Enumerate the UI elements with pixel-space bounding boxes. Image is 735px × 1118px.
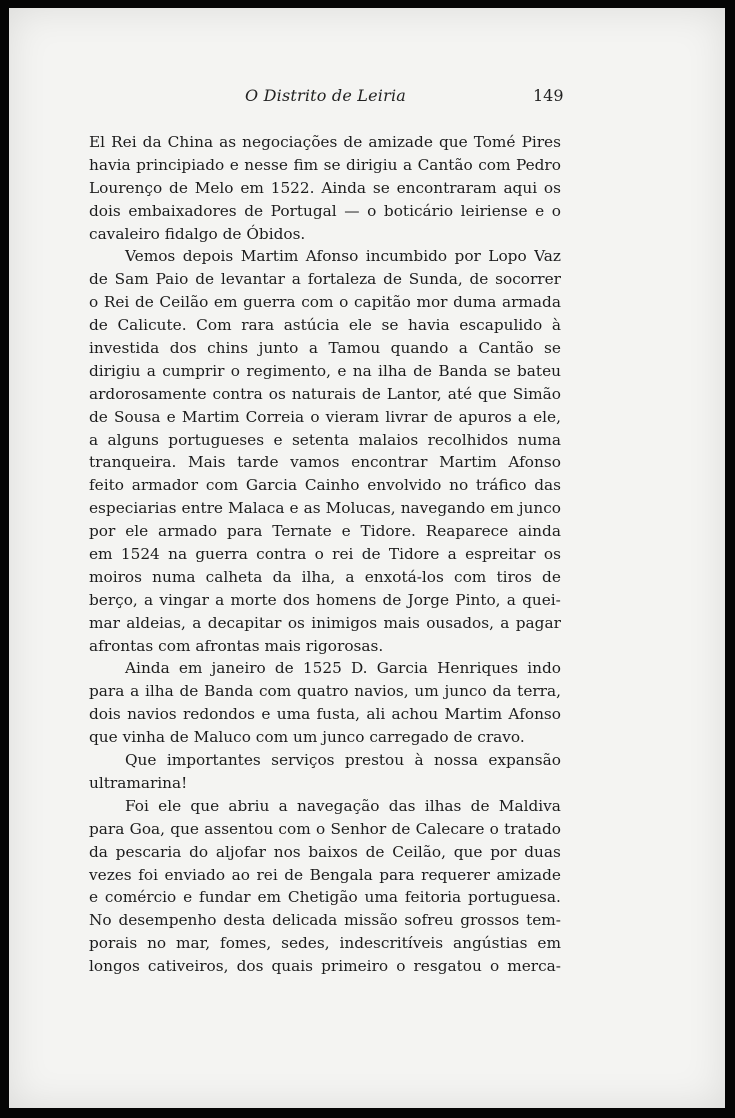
text-line: por ele armado para Ternate e Tidore. Reaparece ainda (89, 522, 561, 541)
text-line: Foi ele que abriu a navegação das ilhas de Maldiva (125, 796, 561, 815)
page-header (9, 86, 725, 110)
text-line: de Sam Paio de levantar a fortaleza de Sunda, de socorrer (89, 270, 561, 289)
text-line: de Sousa e Martim Correia o vieram livrar de apuros a ele, (89, 407, 561, 426)
text-line: da pescaria do aljofar nos baixos de Ceilão, que por duas (89, 842, 561, 861)
text-line: que vinha de Maluco com um junco carregado de cravo. (89, 728, 525, 747)
text-line: cavaleiro fidalgo de Óbidos. (89, 224, 306, 243)
text-line: moiros numa calheta da ilha, a enxotá-los com tiros de (89, 567, 561, 586)
body-text (89, 131, 561, 978)
text-line: porais no mar, fomes, sedes, indescritíveis angústias em (89, 934, 561, 953)
page-number: 149 (533, 86, 564, 105)
text-line: No desempenho desta delicada missão sofreu grossos tem- (89, 911, 561, 930)
text-line: Que importantes serviços prestou à nossa expansão (125, 751, 561, 770)
book-page (9, 8, 725, 1108)
text-line: a alguns portugueses e setenta malaios recolhidos numa (89, 430, 561, 449)
text-line: Lourenço de Melo em 1522. Ainda se encontraram aqui os (89, 178, 561, 197)
text-line: para Goa, que assentou com o Senhor de Calecare o tratado (89, 819, 561, 838)
text-line: tranqueira. Mais tarde vamos encontrar Martim Afonso (89, 453, 561, 472)
text-line: para a ilha de Banda com quatro navios, um junco da terra, (89, 682, 561, 701)
text-line: em 1524 na guerra contra o rei de Tidore a espreitar os (89, 545, 561, 564)
text-line: dirigiu a cumprir o regimento, e na ilha de Banda se bateu (89, 361, 561, 380)
text-line: de Calicute. Com rara astúcia ele se havia escapulido à (89, 316, 561, 335)
text-line: longos cativeiros, dos quais primeiro o resgatou o merca- (89, 957, 561, 976)
text-line: especiarias entre Malaca e as Molucas, navegando em junco (89, 499, 561, 518)
text-line: mar aldeias, a decapitar os inimigos mais ousados, a pagar (89, 613, 561, 632)
text-line: dois navios redondos e uma fusta, ali achou Martim Afonso (89, 705, 561, 724)
text-line: o Rei de Ceilão em guerra com o capitão mor duma armada (89, 293, 561, 312)
text-line: El Rei da China as negociações de amizade que Tomé Pires (89, 133, 561, 151)
text-line: e comércio e fundar em Chetigão uma feitoria portuguesa. (89, 888, 561, 907)
text-line: vezes foi enviado ao rei de Bengala para requerer amizade (89, 865, 561, 884)
text-line: Ainda em janeiro de 1525 D. Garcia Henriques indo (125, 659, 561, 678)
text-line: feito armador com Garcia Cainho envolvido no tráfico das (89, 476, 561, 495)
text-line: Vemos depois Martim Afonso incumbido por Lopo Vaz (125, 247, 561, 266)
text-line: berço, a vingar a morte dos homens de Jorge Pinto, a quei- (89, 590, 561, 609)
text-line: investida dos chins junto a Tamou quando a Cantão se (89, 339, 561, 358)
text-line: havia principiado e nesse fim se dirigiu a Cantão com Pedro (89, 155, 561, 174)
text-line: dois embaixadores de Portugal — o boticário leiriense e o (89, 201, 561, 220)
running-title: O Distrito de Leiria (245, 86, 407, 105)
text-line: afrontas com afrontas mais rigorosas. (89, 636, 384, 655)
text-line: ardorosamente contra os naturais de Lantor, até que Simão (89, 384, 561, 403)
text-line: ultramarina! (89, 773, 188, 792)
